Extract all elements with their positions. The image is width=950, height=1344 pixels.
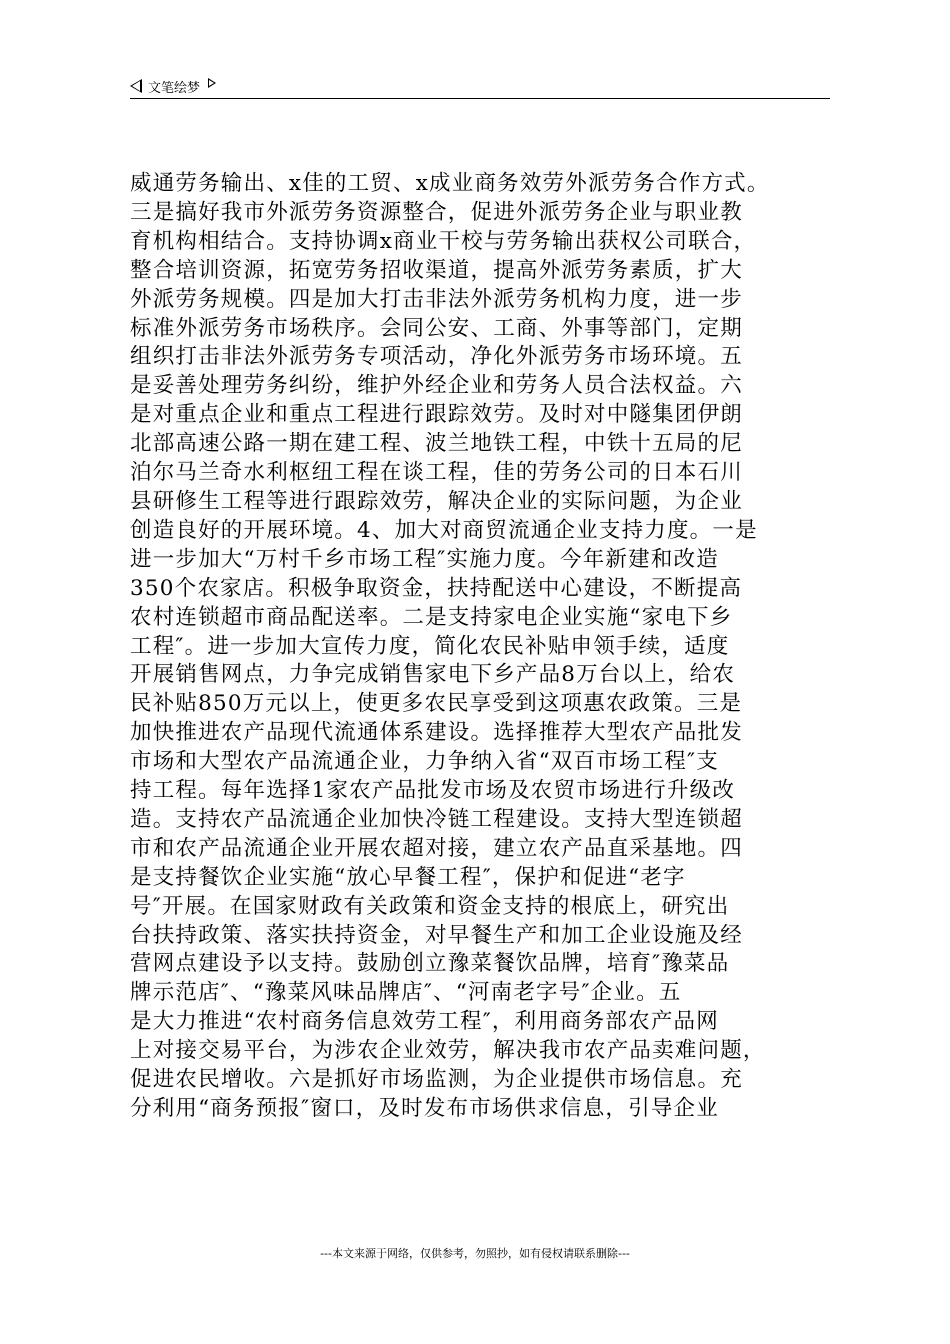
text-line: 分利用“商务预报″窗口，及时发布市场供求信息，引导企业 [130,1096,719,1121]
text-line: 外派劳务规模。四是加大打击非法外派劳务机构力度，进一步 [130,286,743,312]
text-line: 整合培训资源，拓宽劳务招收渠道，提高外派劳务素质，扩大 [130,257,743,283]
text-line: 造。支持农产品流通企业加快冷链工程建设。支持大型连锁超 [130,806,743,832]
text-line: 创造良好的开展环境。4、加大对商贸流通企业支持力度。一是 [130,517,758,543]
text-line: 县研修生工程等进行跟踪效劳，解决企业的实际问题，为企业 [130,488,743,514]
text-line: 350个农家店。积极争取资金，扶持配送中心建设，不断提高 [130,575,743,601]
text-line: 是大力推进“农村商务信息效劳工程″，利用商务部农产品网 [130,1009,719,1035]
text-line: 农村连锁超市商品配送率。二是支持家电企业实施“家电下乡 [130,604,733,630]
text-line: 北部高速公路一期在建工程、波兰地铁工程，中铁十五局的尼 [130,431,743,457]
footer-note: ---本文来源于网络，仅供参考，勿照抄，如有侵权请联系删除--- [320,1247,630,1260]
triangle-left-icon [130,79,142,93]
text-line: 持工程。每年选择1家农产品批发市场及农贸市场进行升级改 [130,778,736,804]
body-paragraph [130,170,842,1124]
text-line: 威通劳务输出、x佳的工贸、x成业商务效劳外派劳务合作方式。 [130,171,770,196]
text-line: 是对重点企业和重点工程进行跟踪效劳。及时对中隧集团伊朗 [130,402,743,428]
text-line: 台扶持政策、落实扶持资金，对早餐生产和加工企业设施及经 [130,922,743,948]
text-line: 是妥善处理劳务纠纷，维护外经企业和劳务人员合法权益。六 [130,373,743,399]
text-line: 标准外派劳务市场秩序。会同公安、工商、外事等部门，定期 [130,315,743,341]
text-line: 组织打击非法外派劳务专项活动，净化外派劳务市场环境。五 [130,344,743,370]
text-line: 工程″。进一步加大宣传力度，简化农民补贴申领手续，适度 [130,633,730,659]
header-divider [130,98,830,99]
text-line: 市和农产品流通企业开展农超对接，建立农产品直采基地。四 [130,835,743,861]
text-line: 是支持餐饮企业实施“放心早餐工程″，保护和促进“老字 [130,864,686,890]
text-line: 号″开展。在国家财政有关政策和资金支持的根底上，研究出 [130,893,730,919]
text-line: 进一步加大“万村千乡市场工程″实施力度。今年新建和改造 [130,546,719,572]
header-title: 文笔绘梦 [148,80,201,96]
page-header [130,74,830,98]
text-line: 三是搞好我市外派劳务资源整合，促进外派劳务企业与职业教 [130,199,743,225]
text-line: 牌示范店″、“豫菜风味品牌店″、“河南老字号″企业。五 [130,980,682,1006]
text-line: 市场和大型农产品流通企业，力争纳入省“双百市场工程″支 [130,749,719,775]
text-line: 开展销售网点，力争完成销售家电下乡产品8万台以上，给农 [130,662,736,688]
text-line: 加快推进农产品现代流通体系建设。选择推荐大型农产品批发 [130,720,743,746]
text-line: 上对接交易平台，为涉农企业效劳，解决我市农产品卖难问题， [130,1038,766,1064]
text-line: 促进农民增收。六是抓好市场监测，为企业提供市场信息。充 [130,1067,743,1093]
text-line: 泊尔马兰奇水利枢纽工程在谈工程，佳的劳务公司的日本石川 [130,460,743,486]
triangle-right-icon [208,78,216,88]
text-line: 育机构相结合。支持协调x商业干校与劳务输出获权公司联合， [130,228,757,254]
text-line: 营网点建设予以支持。鼓励创立豫菜餐饮品牌，培育″豫菜品 [130,951,730,977]
text-line: 民补贴850万元以上，使更多农民享受到这项惠农政策。三是 [130,691,743,717]
